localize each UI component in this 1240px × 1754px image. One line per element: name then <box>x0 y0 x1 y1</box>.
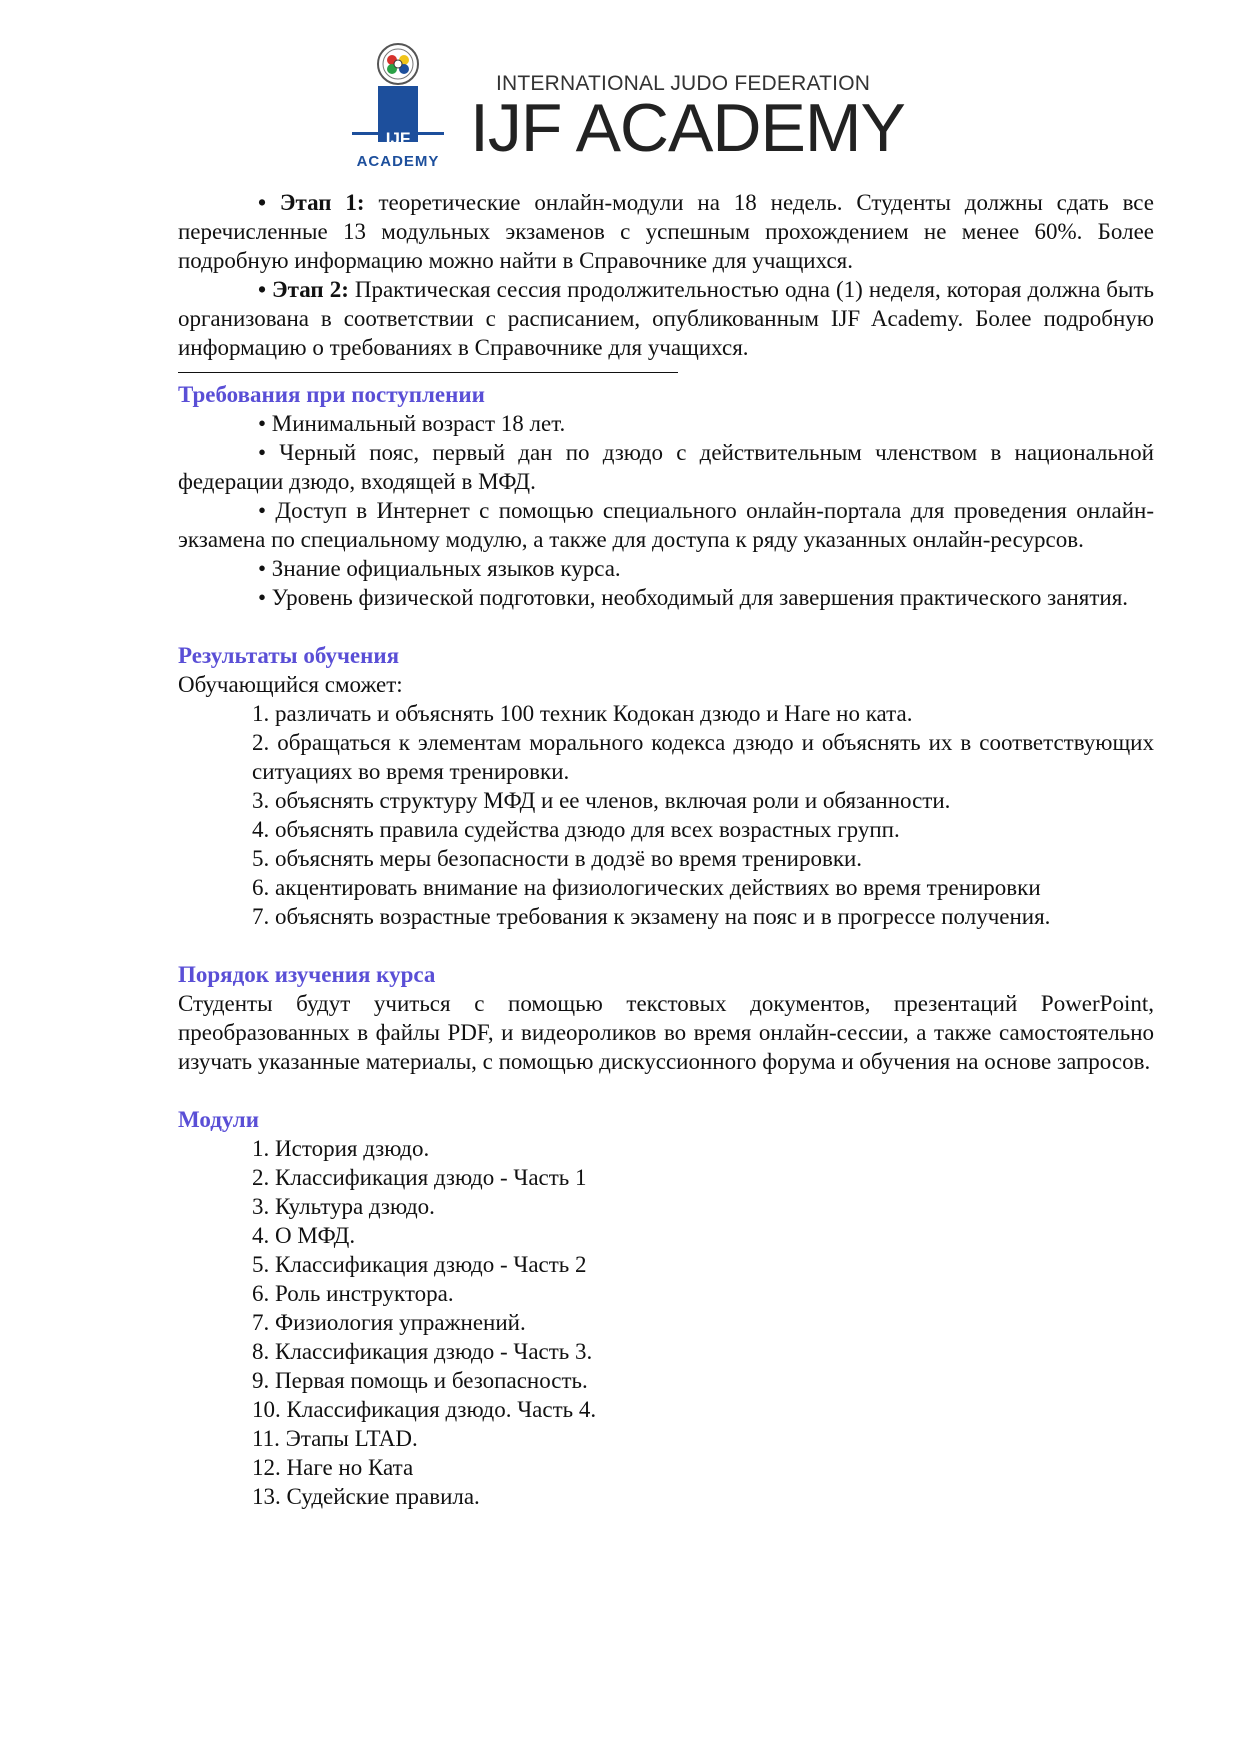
stage-1-text: теоретические онлайн-модули на 18 недель. Студенты должны сдать все перечисленные 13 модульных экзаменов с успешным прохождением не менее 60%. Более подробную информацию можно найти в Справочнике для учащихся. <box>178 190 1155 273</box>
module-item: 11. Этапы LTAD. <box>252 1426 418 1451</box>
outcomes-intro: Обучающийся сможет: <box>178 672 403 697</box>
outcome-item: 6. акцентировать внимание на физиологических действиях во время тренировки <box>252 875 1041 900</box>
requirement-item: • Доступ в Интернет с помощью специального онлайн-портала для проведения онлайн-экзамена по специальному модулю, а также для доступа к ряду указанных онлайн-ресурсов. <box>178 498 1154 552</box>
section-divider <box>178 372 678 373</box>
requirement-item: • Минимальный возраст 18 лет. <box>258 411 566 436</box>
academy-name: IJF ACADEMY <box>470 90 905 166</box>
requirement-item: • Черный пояс, первый дан по дзюдо с действительным членством в национальной федерации дзюдо, входящей в МФД. <box>178 440 1154 494</box>
outcome-item: 1. различать и объяснять 100 техник Кодокан дзюдо и Наге но ката. <box>252 701 913 726</box>
module-item: 7. Физиология упражнений. <box>252 1310 526 1335</box>
federation-name: INTERNATIONAL JUDO FEDERATION <box>496 72 871 95</box>
study-heading: Порядок изучения курса <box>178 962 436 987</box>
requirements-list <box>178 409 1154 612</box>
module-item: 4. О МФД. <box>252 1223 356 1248</box>
module-item: 3. Культура дзюдо. <box>252 1194 435 1219</box>
module-item: 13. Судейские правила. <box>252 1484 480 1509</box>
modules-list <box>178 1134 1154 1511</box>
ijf-emblem-icon <box>348 42 448 172</box>
module-item: 6. Роль инструктора. <box>252 1281 454 1306</box>
stage-1-paragraph <box>178 188 1154 275</box>
outcome-item: 7. объяснять возрастные требования к экзамену на пояс и в прогрессе получения. <box>252 904 1051 929</box>
requirement-item: • Знание официальных языков курса. <box>258 556 621 581</box>
module-item: 9. Первая помощь и безопасность. <box>252 1368 588 1393</box>
outcome-item: 2. обращаться к элементам морального кодекса дзюдо и объяснять их в соответствующих ситуациях во время тренировки. <box>252 730 1154 784</box>
module-item: 10. Классификация дзюдо. Часть 4. <box>252 1397 597 1422</box>
outcomes-list <box>178 699 1154 931</box>
module-item: 5. Классификация дзюдо - Часть 2 <box>252 1252 587 1277</box>
study-paragraph: Студенты будут учиться с помощью текстовых документов, презентаций PowerPoint, преобразованных в файлы PDF, и видеороликов во время онлайн-сессии, а также самостоятельно изучать указанные материалы, с помощью дискуссионного форума и обучения на основе запросов. <box>178 991 1154 1074</box>
emblem-ijf-text: IJF <box>385 129 411 148</box>
emblem-academy-text: ACADEMY <box>356 153 440 170</box>
stage-1-label: • Этап 1: <box>258 190 365 215</box>
outcomes-heading: Результаты обучения <box>178 643 400 668</box>
stage-2-text: Практическая сессия продолжительностью одна (1) неделя, которая должна быть организована в соответствии с расписанием, опубликованным IJF Academy. Более подробную информацию о требованиях в Справочнике для учащихся. <box>178 277 1154 360</box>
module-item: 1. История дзюдо. <box>252 1136 430 1161</box>
outcome-item: 5. объяснять меры безопасности в додзё во время тренировки. <box>252 846 863 871</box>
module-item: 2. Классификация дзюдо - Часть 1 <box>252 1165 587 1190</box>
modules-heading: Модули <box>178 1107 259 1132</box>
stage-2-paragraph <box>178 275 1154 362</box>
ijf-academy-logo <box>348 42 905 177</box>
requirement-item: • Уровень физической подготовки, необходимый для завершения практического занятия. <box>258 585 1129 610</box>
outcome-item: 3. объяснять структуру МФД и ее членов, включая роли и обязанности. <box>252 788 951 813</box>
outcome-item: 4. объяснять правила судейства дзюдо для всех возрастных групп. <box>252 817 900 842</box>
module-item: 12. Наге но Ката <box>252 1455 414 1480</box>
stage-2-label: • Этап 2: <box>258 277 349 302</box>
module-item: 8. Классификация дзюдо - Часть 3. <box>252 1339 593 1364</box>
document-body <box>178 188 1154 1511</box>
requirements-heading: Требования при поступлении <box>178 382 485 407</box>
